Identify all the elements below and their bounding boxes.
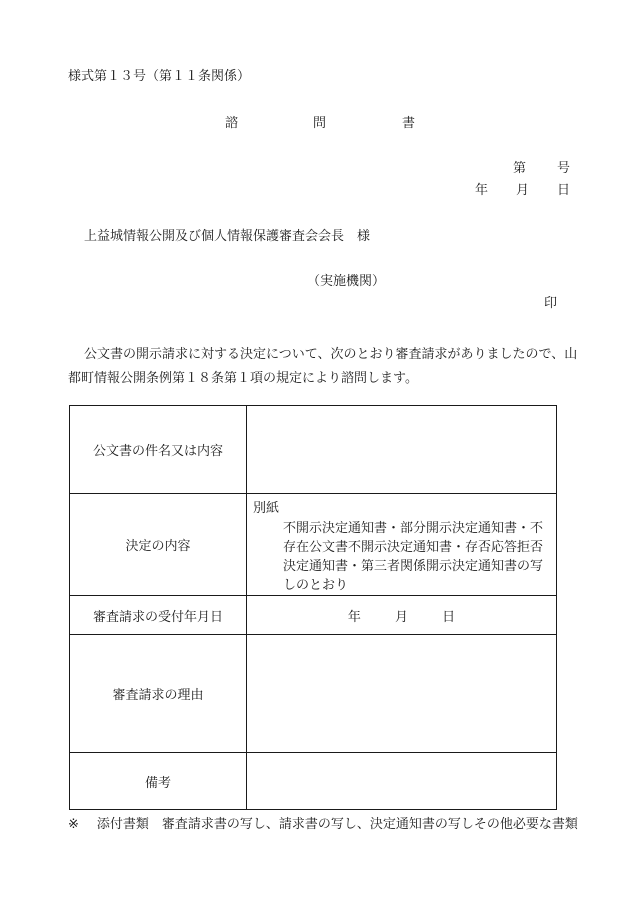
seal-mark: 印: [544, 296, 558, 311]
title-char-3: 書: [402, 116, 416, 131]
table-row: [70, 406, 557, 494]
decision-attachment-label: 別紙: [253, 501, 280, 516]
implementing-agency-label: （実施機関）: [307, 274, 386, 289]
consultation-table: [69, 405, 557, 810]
table-row: [70, 635, 557, 753]
table-row: [70, 753, 557, 810]
table-row: [70, 494, 557, 596]
title-char-1: 諮: [225, 116, 239, 131]
row-value-receipt-date: [247, 596, 557, 635]
title-char-2: 問: [313, 116, 327, 131]
row-label-remarks: 備考: [70, 753, 247, 810]
body-paragraph: 公文書の開示請求に対する決定について、次のとおり審査請求がありましたので、山都町情報公開条例第１８条第１項の規定により諮問します。: [68, 347, 578, 386]
row-label-document-subject: 公文書の件名又は内容: [70, 406, 247, 494]
row-value-appeal-reason: [247, 635, 557, 753]
row-label-appeal-reason: 審査請求の理由: [70, 635, 247, 753]
receipt-day: 日: [442, 609, 456, 625]
table-row: [70, 596, 557, 635]
note-mark: ※: [68, 817, 79, 832]
receipt-year: 年: [347, 609, 361, 625]
decision-description: 不開示決定通知書・部分開示決定通知書・不存在公文書不開示決定通知書・存否応答拒否決定通知書・第三者関係開示決定通知書の写しのとおり: [283, 521, 544, 593]
date-day: 日: [557, 183, 571, 198]
form-number: 様式第１３号（第１１条関係）: [68, 69, 251, 84]
document-number-dai: 第: [513, 161, 527, 176]
row-value-decision-content: [247, 494, 557, 596]
addressee: 上益城情報公開及び個人情報保護審査会会長 様: [84, 229, 371, 244]
date-month: 月: [516, 183, 530, 198]
row-label-decision-content: 決定の内容: [70, 494, 247, 596]
row-value-document-subject: [247, 406, 557, 494]
date-year: 年: [475, 183, 489, 198]
document-number-go: 号: [557, 161, 571, 176]
note-text: 添付書類 審査請求書の写し、請求書の写し、決定通知書の写しその他必要な書類: [96, 817, 578, 832]
receipt-month: 月: [394, 609, 408, 625]
attachment-note: [68, 818, 578, 831]
row-label-receipt-date: 審査請求の受付年月日: [70, 596, 247, 635]
row-value-remarks: [247, 753, 557, 810]
